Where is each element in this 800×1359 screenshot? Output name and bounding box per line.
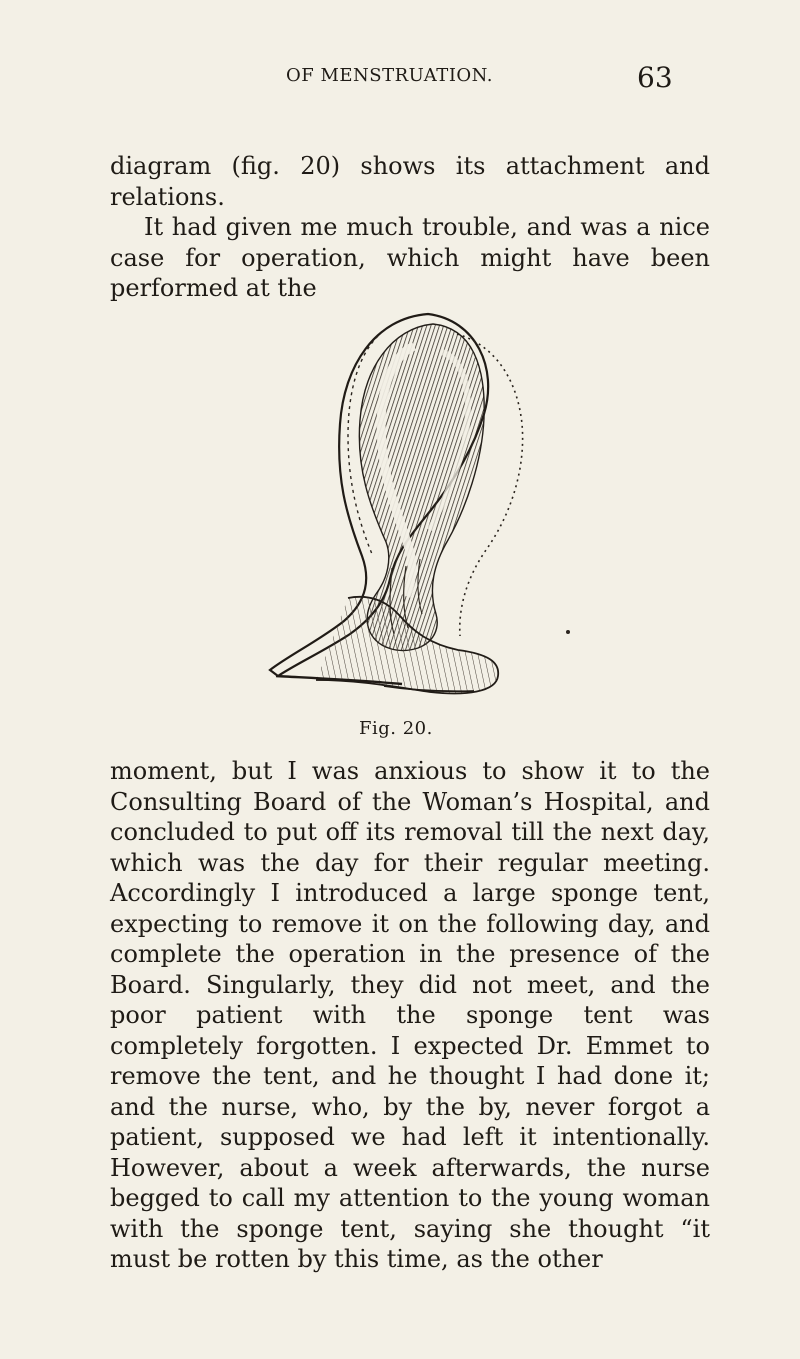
page-number: 63 (637, 61, 673, 94)
figure-caption: Fig. 20. (359, 718, 433, 739)
body-text-bottom (110, 756, 710, 1275)
running-title: OF MENSTRUATION. (286, 65, 494, 86)
running-head (0, 61, 800, 102)
paragraph-2: It had given me much trouble, and was a nice case for operation, which might have been performed at the (110, 213, 710, 302)
body-text-top (110, 151, 710, 304)
uterus-polyp-engraving (260, 294, 600, 704)
figure-20 (260, 294, 600, 739)
paragraph-1: diagram (fig. 20) shows its attachment and relations. (110, 152, 710, 211)
paragraph-3: moment, but I was anxious to show it to the Consulting Board of the Woman’s Hospital, and concluded to put off its removal till the next day, which was the day for their regular meeting. Accordingly I introduced a large sponge tent, expecting to remove it on the following day, and complete the operation in the presence of the Board. Singularly, they did not meet, and the poor patient with the sponge tent was completely forgotten. I expected Dr. Emmet to remove the tent, and he thought I had done it; and the nurse, who, by the by, never forgot a patient, supposed we had left it intentionally. However, about a week afterwards, the nurse begged to call my attention to the young woman with the sponge tent, saying she thought “it must be rotten by this time, as the other (110, 757, 710, 1273)
